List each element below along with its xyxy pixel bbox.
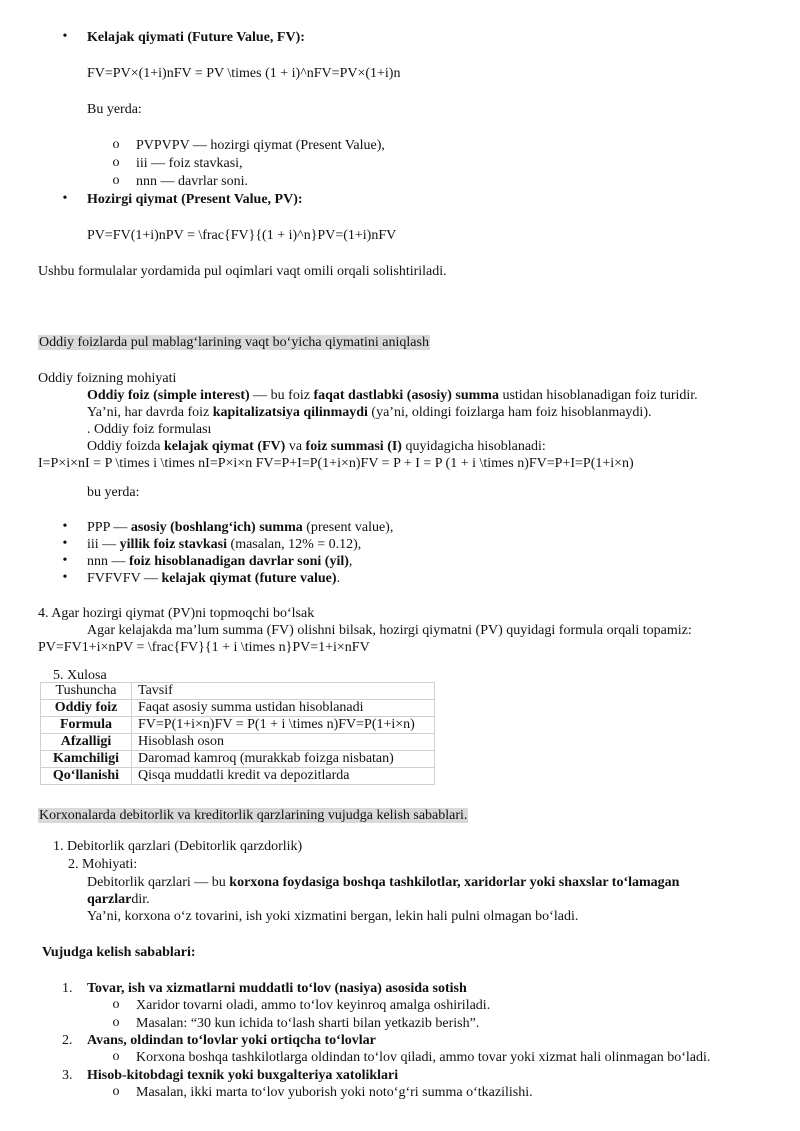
- reason-title: Tovar, ish va xizmatlarni muddatli to‘lov (nasiya) asosida sotish: [87, 981, 467, 996]
- table-cell-value: Hisoblash oson: [132, 734, 435, 751]
- formula-title: . Oddiy foiz formulası: [87, 422, 212, 437]
- paragraph: [87, 438, 546, 455]
- text: iii —: [87, 537, 120, 552]
- fv-title: Kelajak qiymati (Future Value, FV):: [87, 30, 305, 45]
- paragraph: [87, 387, 698, 404]
- text: quyidagicha hisoblanadi:: [401, 439, 546, 454]
- circle-bullet: o: [112, 1015, 120, 1030]
- bold-text: Oddiy foiz (simple interest): [87, 388, 250, 403]
- heading-text: Korxonalarda debitorlik va kreditorlik qarzlarining vujudga kelish sabablari.: [39, 808, 468, 823]
- bullet: •: [62, 553, 68, 568]
- bullet: •: [62, 570, 68, 585]
- def-i: iii — foiz stavkasi,: [136, 156, 243, 171]
- bold-text: yillik foiz stavkasi: [119, 537, 228, 552]
- text: .: [336, 571, 341, 586]
- paragraph: [87, 404, 651, 421]
- paragraph: [87, 891, 150, 908]
- vujudga-title: Vujudga kelish sabablari:: [42, 945, 196, 960]
- text: (ya’ni, oldingi foizlarga ham foiz hisoblanmaydi).: [367, 405, 652, 420]
- reason-detail: Masalan: “30 kun ichida to‘lash sharti bilan yetkazib berish”.: [136, 1016, 480, 1031]
- bold-text: kapitalizatsiya qilinmaydi: [212, 405, 368, 420]
- numbered-item: 2. Mohiyati:: [68, 857, 138, 872]
- table-cell-key: Formula: [41, 717, 132, 734]
- table-row: [41, 734, 435, 751]
- reason-detail: Xaridor tovarni oladi, ammo to‘lov keyinroq amalga oshiriladi.: [136, 998, 491, 1013]
- bold-text: korxona foydasiga boshqa tashkilotlar, xaridorlar yoki shaxslar to‘lamagan: [229, 875, 680, 890]
- list-item: [87, 536, 361, 553]
- table-cell-value: Tavsif: [132, 683, 435, 700]
- reason-title: Hisob-kitobdagi texnik yoki buxgalteriya xatoliklari: [87, 1068, 399, 1083]
- text: va: [285, 439, 306, 454]
- reason-number: 2.: [62, 1033, 73, 1048]
- text: FVFVFV —: [87, 571, 162, 586]
- circle-bullet: o: [112, 1049, 120, 1064]
- fv-formula: FV=PV×(1+i)nFV = PV \times (1 + i)^nFV=PV×(1+i)n: [87, 66, 401, 81]
- heading-text: Oddiy foizlarda pul mablag‘larining vaqt bo‘yicha qiymatini aniqlash: [39, 335, 429, 350]
- text: Oddiy foizda: [87, 439, 164, 454]
- text: (masalan, 12% = 0.12),: [227, 537, 362, 552]
- bold-text: foiz hisoblanadigan davrlar soni (yil): [129, 554, 349, 569]
- list-item: [87, 570, 340, 587]
- agar-text: Agar kelajakda ma’lum summa (FV) olishni bilsak, hozirgi qiymatni (PV) quyidagi formula orqali topamiz:: [87, 623, 692, 638]
- summary-text: Ushbu formulalar yordamida pul oqimlari vaqt omili orqali solishtiriladi.: [38, 264, 447, 279]
- reason-detail: Korxona boshqa tashkilotlarga oldindan to‘lov qiladi, ammo tovar yoki xizmat hali olinmagan bo‘ladi.: [136, 1050, 711, 1065]
- circle-bullet: o: [112, 173, 120, 188]
- table-row: [41, 768, 435, 785]
- bold-text: foiz summasi (I): [305, 439, 402, 454]
- table-cell-key: Afzalligi: [41, 734, 132, 751]
- table-cell-key: Kamchiligi: [41, 751, 132, 768]
- circle-bullet: o: [112, 137, 120, 152]
- table-cell-key: Oddiy foiz: [41, 700, 132, 717]
- reason-title: Avans, oldindan to‘lovlar yoki ortiqcha to‘lovlar: [87, 1033, 376, 1048]
- table-cell-key: Tushuncha: [41, 683, 132, 700]
- bu-yerda-label: bu yerda:: [87, 485, 140, 500]
- list-item: [87, 553, 352, 570]
- text: nnn —: [87, 554, 129, 569]
- text: Debitorlik qarzlari — bu: [87, 875, 230, 890]
- summary-table: [40, 682, 435, 785]
- table-cell-value: Qisqa muddatli kredit va depozitlarda: [132, 768, 435, 785]
- text: — bu foiz: [249, 388, 314, 403]
- text: dir.: [131, 892, 150, 907]
- def-n: nnn — davrlar soni.: [136, 174, 248, 189]
- circle-bullet: o: [112, 997, 120, 1012]
- table-cell-value: Daromad kamroq (murakkab foizga nisbatan): [132, 751, 435, 768]
- circle-bullet: o: [112, 1084, 120, 1099]
- reason-detail: Masalan, ikki marta to‘lov yuborish yoki noto‘g‘ri summa o‘tkazilishi.: [136, 1085, 533, 1100]
- formula-line: I=P×i×nI = P \times i \times nI=P×i×n FV=P+I=P(1+i×n)FV = P + I = P (1 + i \times n)FV=P+I=P(1+i×n): [38, 456, 634, 471]
- table-row: [41, 700, 435, 717]
- text: PPP —: [87, 520, 131, 535]
- table-cell-key: Qo‘llanishi: [41, 768, 132, 785]
- table-row: [41, 717, 435, 734]
- bold-text: asosiy (boshlang‘ich) summa: [130, 520, 303, 535]
- text: ,: [348, 554, 353, 569]
- reason-number: 3.: [62, 1068, 73, 1083]
- text: Ya’ni, har davrda foiz: [87, 405, 213, 420]
- reason-number: 1.: [62, 981, 73, 996]
- pv-title: Hozirgi qiymat (Present Value, PV):: [87, 192, 303, 207]
- section-heading-korxona: [38, 807, 468, 824]
- text: (present value),: [302, 520, 394, 535]
- circle-bullet: o: [112, 155, 120, 170]
- bold-text: kelajak qiymat (FV): [163, 439, 286, 454]
- paragraph: [87, 874, 679, 891]
- table-cell-value: FV=P(1+i×n)FV = P(1 + i \times n)FV=P(1+i×n): [132, 717, 435, 734]
- list-item: [87, 519, 393, 536]
- bold-text: qarzlar: [87, 892, 132, 907]
- agar-formula: PV=FV1+i×nPV = \frac{FV}{1 + i \times n}PV=1+i×nFV: [38, 640, 370, 655]
- bold-text: kelajak qiymat (future value): [161, 571, 337, 586]
- bullet: •: [62, 519, 68, 534]
- xulosa-title: 5. Xulosa: [53, 668, 107, 683]
- table-row: [41, 751, 435, 768]
- bullet: •: [62, 29, 68, 44]
- text: ustidan hisoblanadigan foiz turidir.: [498, 388, 698, 403]
- paragraph: Ya’ni, korxona o‘z tovarini, ish yoki xizmatini bergan, lekin hali pulni olmagan bo‘ladi.: [87, 909, 579, 924]
- pv-formula: PV=FV(1+i)nPV = \frac{FV}{(1 + i)^n}PV=(1+i)nFV: [87, 228, 397, 243]
- bu-yerda-label: Bu yerda:: [87, 102, 142, 117]
- bold-text: faqat dastlabki (asosiy) summa: [313, 388, 499, 403]
- section-heading-oddiy: [38, 334, 430, 351]
- table-row: [41, 683, 435, 700]
- def-pv: PVPVPV — hozirgi qiymat (Present Value),: [136, 138, 385, 153]
- table-cell-value: Faqat asosiy summa ustidan hisoblanadi: [132, 700, 435, 717]
- bullet: •: [62, 536, 68, 551]
- agar-title: 4. Agar hozirgi qiymat (PV)ni topmoqchi bo‘lsak: [38, 606, 315, 621]
- bullet: •: [62, 191, 68, 206]
- numbered-item: 1. Debitorlik qarzlari (Debitorlik qarzdorlik): [53, 839, 303, 854]
- mohiyati-label: Oddiy foizning mohiyati: [38, 371, 177, 386]
